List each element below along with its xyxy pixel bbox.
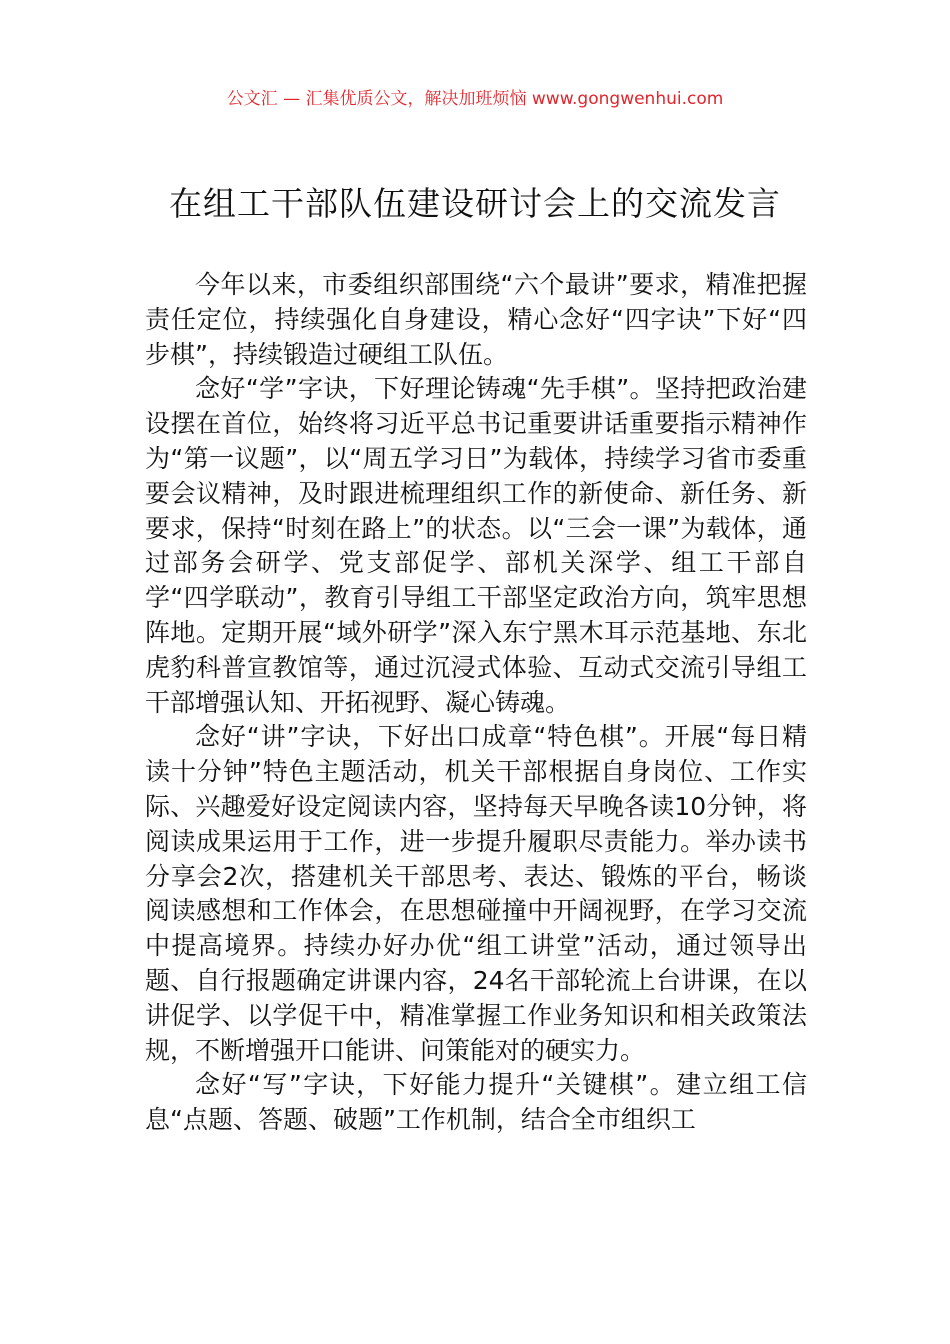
body-paragraph: 念好“讲”字诀，下好出口成章“特色棋”。开展“每日精读十分钟”特色主题活动，机关干部根据自身岗位、工作实际、兴趣爱好设定阅读内容，坚持每天早晚各读10分钟，将阅读成果运用于工作，进一步提升履职尽责能力。举办读书分享会2次，搭建机关干部思考、表达、锻炼的平台，畅谈阅读感想和工作体会，在思想碰撞中开阔视野，在学习交流中提高境界。持续办好办优“组工讲堂”活动，通过领导出题、自行报题确定讲课内容，24名干部轮流上台讲课，在以讲促学、以学促干中，精准掌握工作业务知识和相关政策法规，不断增强开口能讲、问策能对的硬实力。 (145, 722, 807, 1065)
body-paragraph: 念好“写”字诀，下好能力提升“关键棋”。建立组工信息“点题、答题、破题”工作机制，结合全市组织工 (145, 1070, 807, 1135)
document-body (145, 268, 807, 1138)
document-title: 在组工干部队伍建设研讨会上的交流发言 (169, 184, 781, 223)
body-paragraph: 今年以来，市委组织部围绕“六个最讲”要求，精准把握责任定位，持续强化自身建设，精心念好“四字诀”下好“四步棋”，持续锻造过硬组工队伍。 (145, 270, 807, 369)
body-paragraph: 念好“学”字诀，下好理论铸魂“先手棋”。坚持把政治建设摆在首位，始终将习近平总书记重要讲话重要指示精神作为“第一议题”，以“周五学习日”为载体，持续学习省市委重要会议精神，及时跟进梳理组织工作的新使命、新任务、新要求，保持“时刻在路上”的状态。以“三会一课”为载体，通过部务会研学、党支部促学、部机关深学、组工干部自学“四学联动”，教育引导组工干部坚定政治方向，筑牢思想阵地。定期开展“域外研学”深入东宁黑木耳示范基地、东北虎豹科普宣教馆等，通过沉浸式体验、互动式交流引导组工干部增强认知、开拓视野、凝心铸魂。 (145, 374, 807, 717)
header-banner: 公文汇 — 汇集优质公文，解决加班烦恼 www.gongwenhui.com (226, 89, 724, 109)
